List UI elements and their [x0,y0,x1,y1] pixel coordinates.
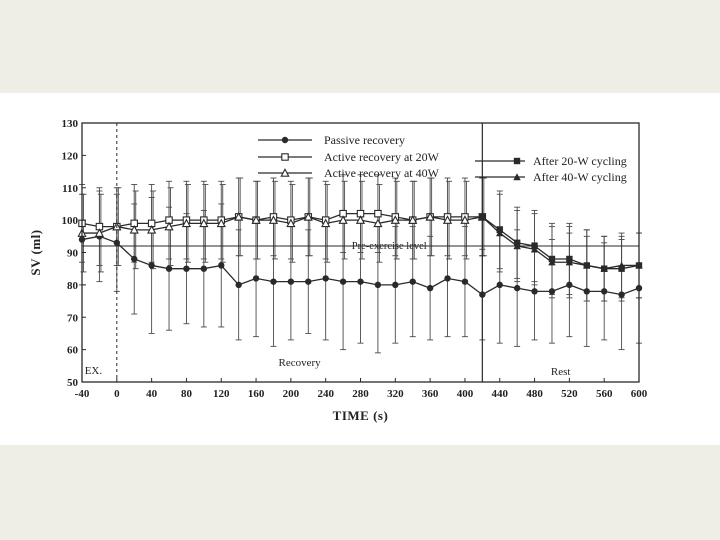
x-tick-label: 40 [146,388,158,400]
y-tick-label: 130 [61,118,78,130]
x-tick-label: 360 [421,388,439,400]
point-passive-recovery [201,265,207,271]
point-passive-recovery [322,275,328,281]
y-tick-label: 80 [67,279,78,292]
point-passive-recovery [514,285,520,291]
x-tick-label: 280 [352,388,369,400]
point-passive-recovery [444,275,450,281]
region-labels [85,357,571,378]
x-tick-label: 80 [180,388,192,400]
point-passive-recovery [566,282,572,288]
legend-label-passive-recovery: Passive recovery [324,133,405,147]
legend-marker-after-20-w-cycling [514,158,520,164]
x-tick-label: -40 [74,388,90,400]
point-passive-recovery [497,282,503,288]
point-passive-recovery [305,278,311,284]
y-tick-label: 100 [61,215,78,228]
y-tick-label: 90 [67,247,78,260]
point-passive-recovery [270,278,276,284]
point-passive-recovery [253,275,259,281]
x-tick-label: 320 [387,388,404,400]
x-tick-label: 240 [317,388,334,400]
point-active-recovery-at-20w [375,210,381,216]
point-passive-recovery [235,282,241,288]
reference-line-group [82,241,639,252]
point-passive-recovery [410,278,416,284]
point-passive-recovery [584,288,590,294]
point-passive-recovery [148,262,154,268]
y-tick-label: 50 [67,377,78,389]
y-tick-label: 110 [62,182,78,195]
x-tick-label: 400 [456,388,474,400]
point-passive-recovery [166,265,172,271]
error-bars [79,175,642,353]
point-passive-recovery [375,282,381,288]
point-passive-recovery [618,291,624,297]
region-label-exercise: EX. [84,365,103,377]
point-passive-recovery [288,278,294,284]
point-passive-recovery [392,282,398,288]
y-tick-label: 60 [67,344,78,357]
point-passive-recovery [601,288,607,294]
x-tick-label: 520 [561,388,578,400]
point-passive-recovery [340,278,346,284]
stroke-volume-chart [0,93,720,445]
line-active-recovery-at-40w [82,217,482,233]
legend-label-after-20w: After 20-W cycling [533,154,627,168]
region-label-rest: Rest [550,366,571,378]
x-tick-label: 0 [114,388,120,400]
x-tick-label: 600 [630,388,648,400]
point-passive-recovery [183,265,189,271]
y-tick-label: 70 [67,312,78,325]
point-passive-recovery [218,262,224,268]
legend-marker-passive-recovery [282,137,288,143]
point-passive-recovery [131,256,137,262]
x-tick-label: 160 [247,388,265,400]
reference-line-label: Pre-exercise level [351,241,427,253]
y-axis-title: SV (ml) [28,229,43,276]
legend [258,133,627,184]
point-passive-recovery [427,285,433,291]
legend-marker-active-recovery-at-20w [282,154,288,160]
line-active-recovery-at-20w [82,214,482,227]
x-tick-label: 200 [282,388,300,400]
line-after-20-w-cycling [482,217,639,269]
x-tick-label: 480 [526,388,543,400]
legend-label-active-20w: Active recovery at 20W [324,150,439,164]
legend-label-after-40w: After 40-W cycling [533,170,627,184]
point-passive-recovery [462,278,468,284]
figure-panel [0,93,720,445]
region-label-recovery: Recovery [278,357,321,369]
point-passive-recovery [531,288,537,294]
x-tick-label: 560 [595,388,613,400]
point-passive-recovery [357,278,363,284]
line-after-40-w-cycling [482,217,639,269]
y-tick-label: 120 [61,150,78,163]
x-tick-label: 440 [491,388,508,400]
x-axis-title: TIME (s) [332,408,389,423]
point-passive-recovery [549,288,555,294]
legend-label-active-40w: Active recovery at 40W [324,166,439,180]
x-tick-label: 120 [213,388,230,400]
